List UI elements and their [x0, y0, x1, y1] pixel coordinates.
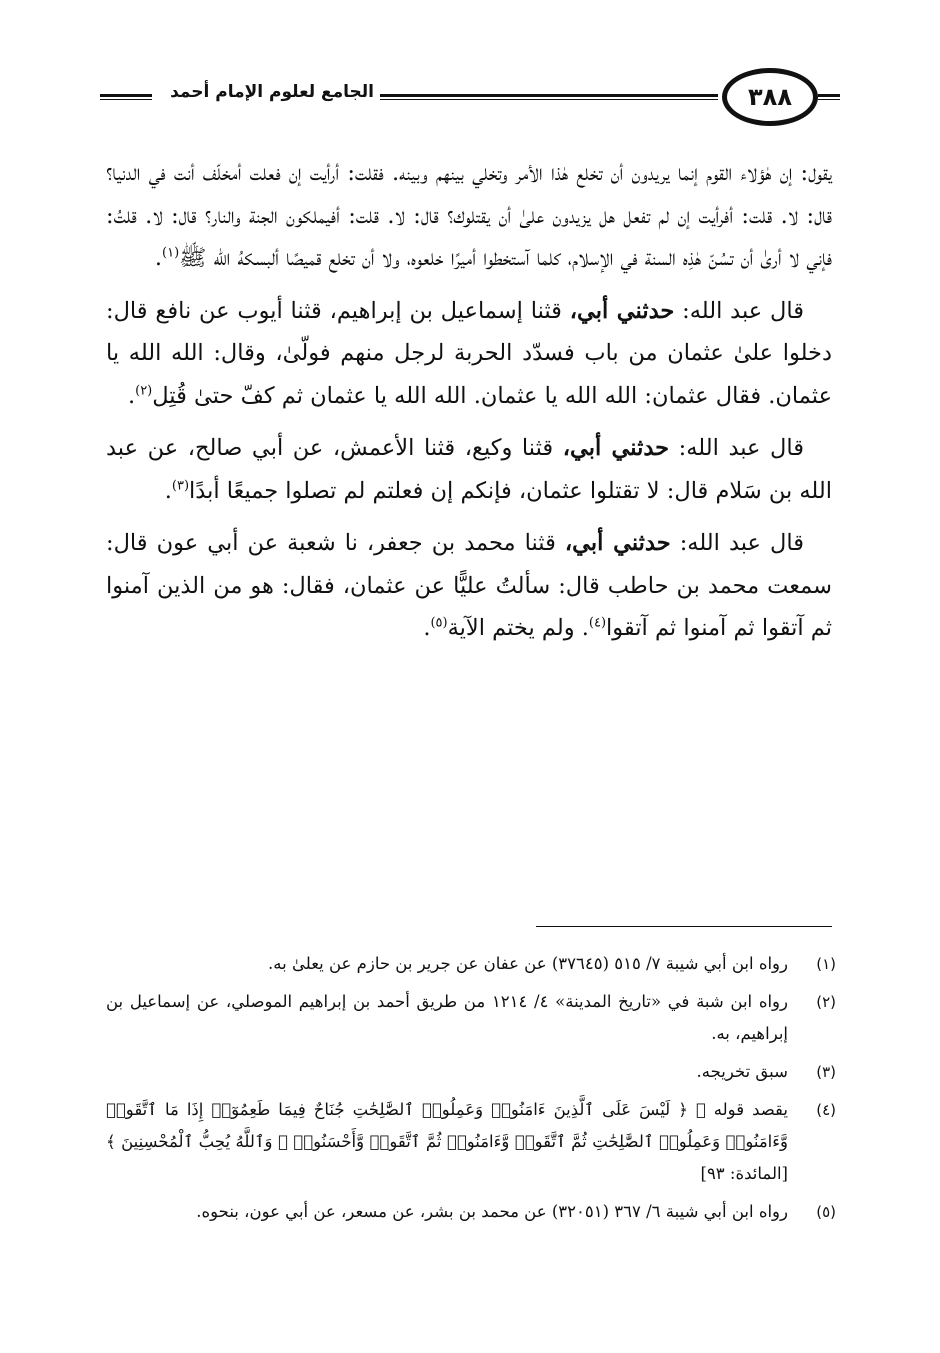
footnote-number: (٥)	[816, 1203, 836, 1221]
footnote-ref-1[interactable]: (١)	[162, 245, 180, 261]
footnote-text: رواه ابن أبي شيبة ٦/ ٣٦٧ (٣٢٠٥١) عن محمد بن بشر، عن مسعر، عن أبي عون، بنحوه.	[196, 1202, 788, 1221]
paragraph-1	[106, 152, 832, 280]
footnote-ref-4[interactable]: (٤)	[588, 615, 607, 631]
paragraph-2-end: .	[127, 382, 136, 409]
paragraph-1-end: .	[154, 245, 163, 271]
footnote-ref-5[interactable]: (٥)	[430, 615, 448, 631]
running-title: الجامع لعلوم الإمام أحمد	[170, 82, 374, 102]
footnote-text: سبق تخريجه.	[696, 1062, 788, 1081]
header-rule-left	[100, 94, 152, 100]
paragraph-3-text: قثنا وكيع، قثنا الأعمش، عن أبي صالح، عن عبد الله بن سَلام قال: لا تقتلوا عثمان، فإنكم إن فعلتم لم تصلوا جميعًا أبدًا	[106, 435, 832, 504]
footnote-text: رواه ابن أبي شيبة ٧/ ٥١٥ (٣٧٦٤٥) عن عفان عن جرير بن حازم عن يعلىٰ به.	[268, 954, 788, 973]
paragraph-2-bold: حدثني أبي،	[569, 297, 675, 324]
footnote-5	[106, 1196, 836, 1228]
paragraph-3	[106, 427, 832, 512]
paragraph-4	[106, 522, 832, 650]
footnote-number: (٢)	[816, 993, 836, 1011]
page-number-text: ٣٨٨	[748, 83, 792, 111]
footnote-2	[106, 986, 836, 1050]
footnote-ref-3[interactable]: (٣)	[171, 478, 190, 493]
paragraph-3-end: .	[164, 477, 172, 504]
paragraph-4-lead: قال عبد الله:	[679, 530, 804, 556]
footnote-separator	[536, 926, 832, 927]
paragraph-2	[106, 290, 832, 418]
footnote-number: (٣)	[816, 1063, 836, 1081]
footnote-ref-2[interactable]: (٢)	[135, 383, 153, 398]
paragraph-4-mid: . ولم يختم الآية	[447, 615, 589, 641]
footnote-1	[106, 948, 836, 980]
footnotes	[106, 948, 836, 1234]
footnote-3	[106, 1056, 836, 1088]
footnote-4	[106, 1094, 836, 1190]
footnote-text: يقصد قوله ﷻ ﴿ لَيْسَ عَلَى ٱلَّذِينَ ءَامَنُوا۟ وَعَمِلُوا۟ ٱلصَّٰلِحَٰتِ جُنَاحٌ فِيمَا طَعِمُوٓا۟ إِذَا مَا ٱتَّقَوا۟ وَّءَامَنُوا۟ وَعَمِلُوا۟ ٱلصَّٰلِحَٰتِ ثُمَّ ٱتَّقَوا۟ وَّءَامَنُوا۟ ثُمَّ ٱتَّقَوا۟ وَّأَحْسَنُوا۟ ۗ وَٱللَّهُ يُحِبُّ ٱلْمُحْسِنِينَ ﴾ [المائدة: ٩٣]	[106, 1100, 788, 1183]
footnote-number: (٤)	[816, 1101, 836, 1119]
paragraph-2-lead: قال عبد الله:	[682, 297, 804, 324]
paragraph-4-text: قثنا محمد بن جعفر، نا شعبة عن أبي عون قال: سمعت محمد بن حاطب قال: سألتُ عليًّا عن عثمان، فقال: هو من الذين آمنوا ثم آتقوا ثم آمنوا ثم آتقوا	[106, 530, 832, 641]
paragraph-2-text: قثنا إسماعيل بن إبراهيم، قثنا أيوب عن نافع قال: دخلوا علىٰ عثمان من باب فسدّد الحربة لرجل منهم فولّىٰ، وقال: الله الله يا عثمان. فقال عثمان: الله الله يا عثمان. الله الله يا عثمان ثم كفّ حتىٰ قُتِل	[106, 297, 832, 409]
main-text	[106, 152, 832, 660]
page-number	[722, 68, 818, 126]
paragraph-4-bold: حدثني أبي،	[564, 530, 671, 556]
footnote-text: رواه ابن شبة في «تاريخ المدينة» ٤/ ١٢١٤ من طريق أحمد بن إبراهيم الموصلي، عن إسماعيل بن إبراهيم، به.	[106, 992, 788, 1043]
paragraph-3-bold: حدثني أبي،	[562, 435, 670, 461]
footnote-number: (١)	[816, 955, 836, 973]
header-rule-middle	[380, 94, 718, 100]
paragraph-4-end: .	[423, 615, 431, 641]
paragraph-3-lead: قال عبد الله:	[678, 435, 805, 461]
header-rule-right	[818, 94, 840, 100]
paragraph-1-text: يقول: إن هٰؤلاء القوم إنما يريدون أن تخلع هٰذا الأمر وتخلي بينهم وبينه. فقلت: أرأيت إن فعلت أمخلّف أنت في الدنيا؟ قال: لا. قلت: أفرأيت إن لم تفعل هل يزيدون علىٰ أن يقتلوك؟ قال: لا. قلت: أفيملكون الجنة والنار؟ قال: لا. قلتُ: فإني لا أرىٰ أن تسُنّ هٰذِه السنة في الإسلام، كلما آستخطوا أميرًا خلعوه، ولا أن تخلع قميصًا ألبسكهُ الله ﷺ	[106, 160, 832, 271]
running-header	[100, 68, 840, 128]
